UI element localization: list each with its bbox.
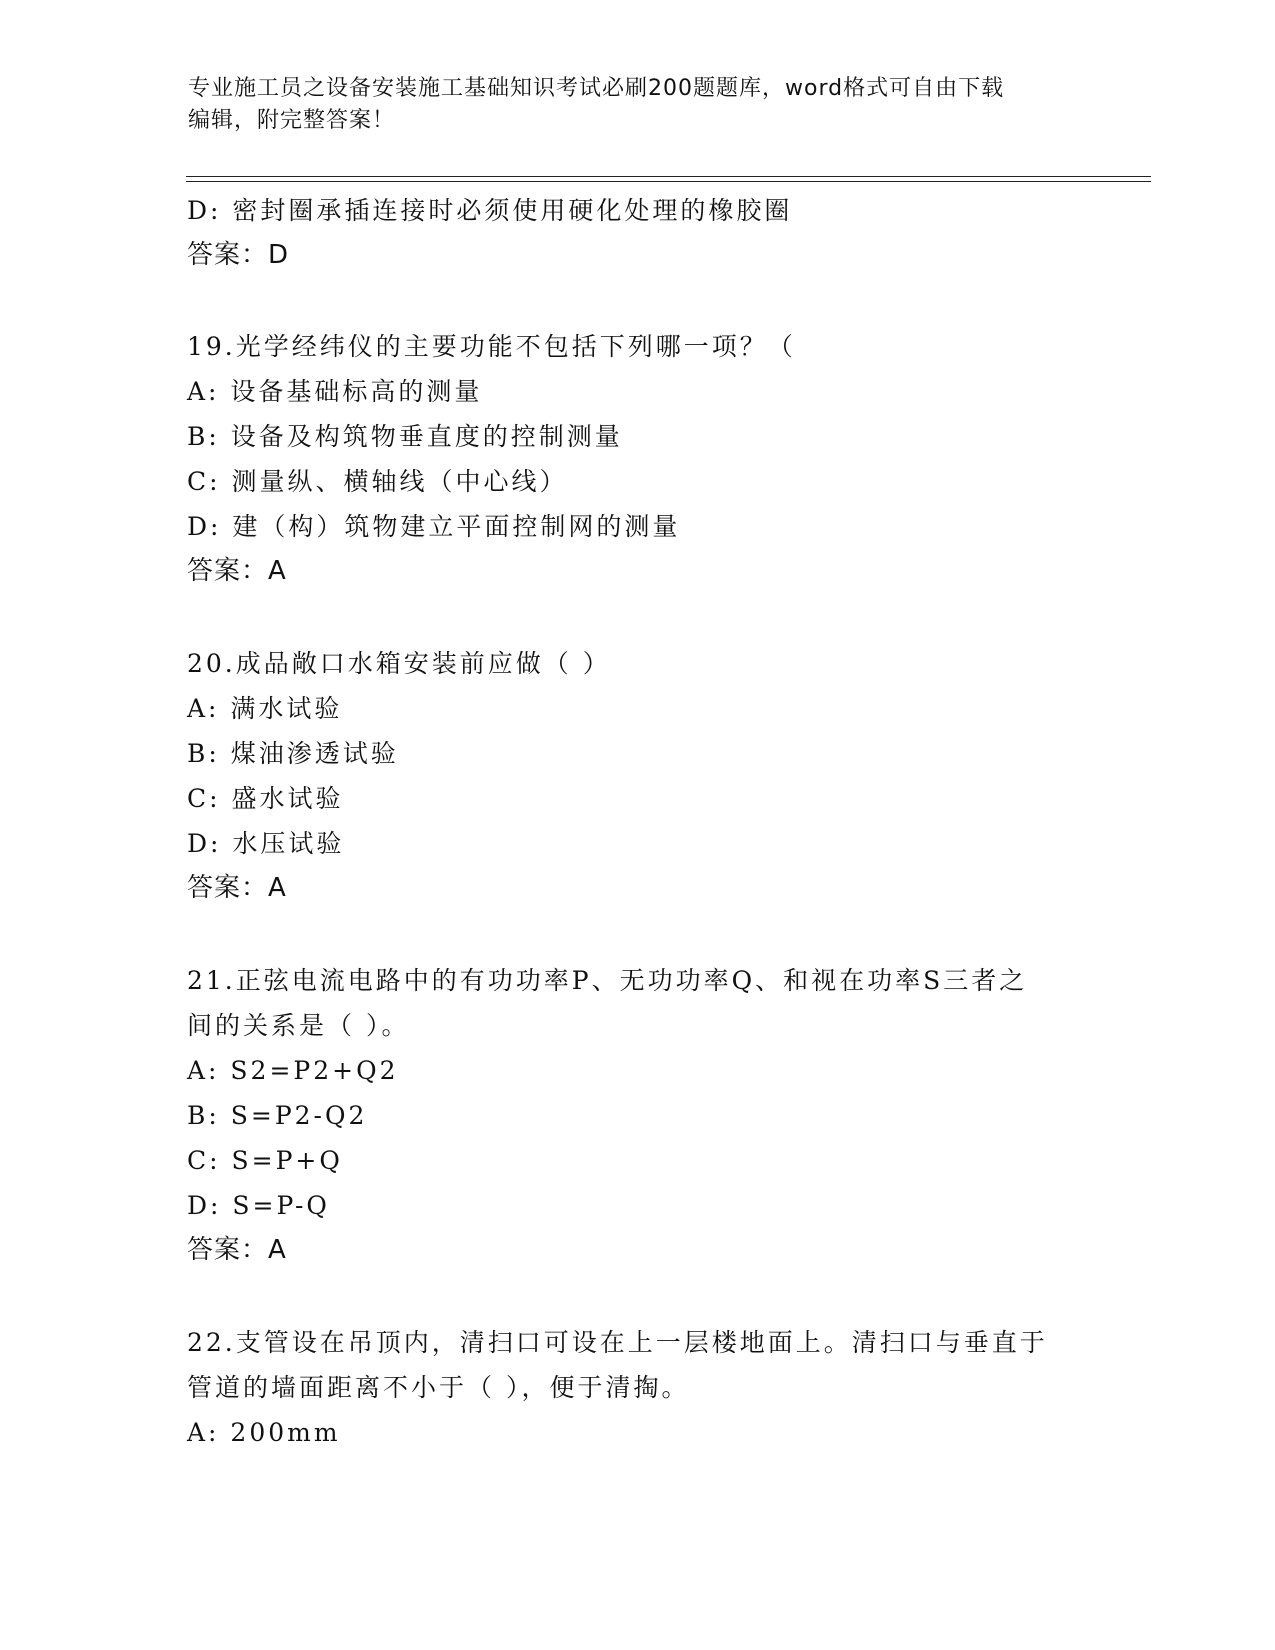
option-b: B: 设备及构筑物垂直度的控制测量 [187, 422, 623, 451]
option-c: C: 盛水试验 [187, 784, 344, 813]
option-c: C: 测量纵、横轴线（中心线） [187, 467, 568, 496]
question-stem: 20.成品敞口水箱安装前应做（ ） [187, 649, 611, 678]
answer: 答案：A [187, 1235, 287, 1265]
question-stem-line-1: 21.正弦电流电路中的有功功率P、无功功率Q、和视在功率S三者之 [187, 966, 1028, 995]
question-stem-line-2: 管道的墙面距离不小于（ ），便于清掏。 [187, 1373, 690, 1402]
header-rule-bottom [186, 181, 1151, 182]
question-stem-line-2: 间的关系是（ ）。 [187, 1011, 410, 1040]
header-line-1: 专业施工员之设备安装施工基础知识考试必刷200题题库，word格式可自由下载 [188, 76, 1005, 101]
header-line-2: 编辑，附完整答案！ [188, 108, 396, 133]
option-d: D: 建（构）筑物建立平面控制网的测量 [187, 512, 681, 541]
question-stem-line-1: 22.支管设在吊顶内，清扫口可设在上一层楼地面上。清扫口与垂直于 [187, 1328, 1048, 1357]
option-b: B: S=P2-Q2 [187, 1101, 368, 1130]
document-header [188, 73, 1068, 137]
header-rule-top [186, 176, 1151, 177]
question-21 [187, 958, 1087, 1273]
question-stem: 19.光学经纬仪的主要功能不包括下列哪一项？（ [187, 332, 796, 361]
option-a: A: 满水试验 [187, 694, 343, 723]
option-d: D: 密封圈承插连接时必须使用硬化处理的橡胶圈 [187, 196, 793, 225]
option-d: D: S=P-Q [187, 1191, 330, 1220]
option-b: B: 煤油渗透试验 [187, 739, 399, 768]
option-a: A: 设备基础标高的测量 [187, 377, 483, 406]
question-18-tail [187, 188, 1087, 278]
answer: 答案：D [187, 240, 290, 270]
option-a: A: 200mm [187, 1418, 341, 1447]
question-20 [187, 641, 1087, 911]
option-a: A: S2=P2+Q2 [187, 1056, 399, 1085]
answer: 答案：A [187, 873, 287, 903]
answer: 答案：A [187, 556, 287, 586]
question-22 [187, 1320, 1087, 1455]
question-list [187, 188, 1087, 1455]
option-c: C: S=P+Q [187, 1146, 343, 1175]
question-19 [187, 324, 1087, 594]
option-d: D: 水压试验 [187, 829, 345, 858]
